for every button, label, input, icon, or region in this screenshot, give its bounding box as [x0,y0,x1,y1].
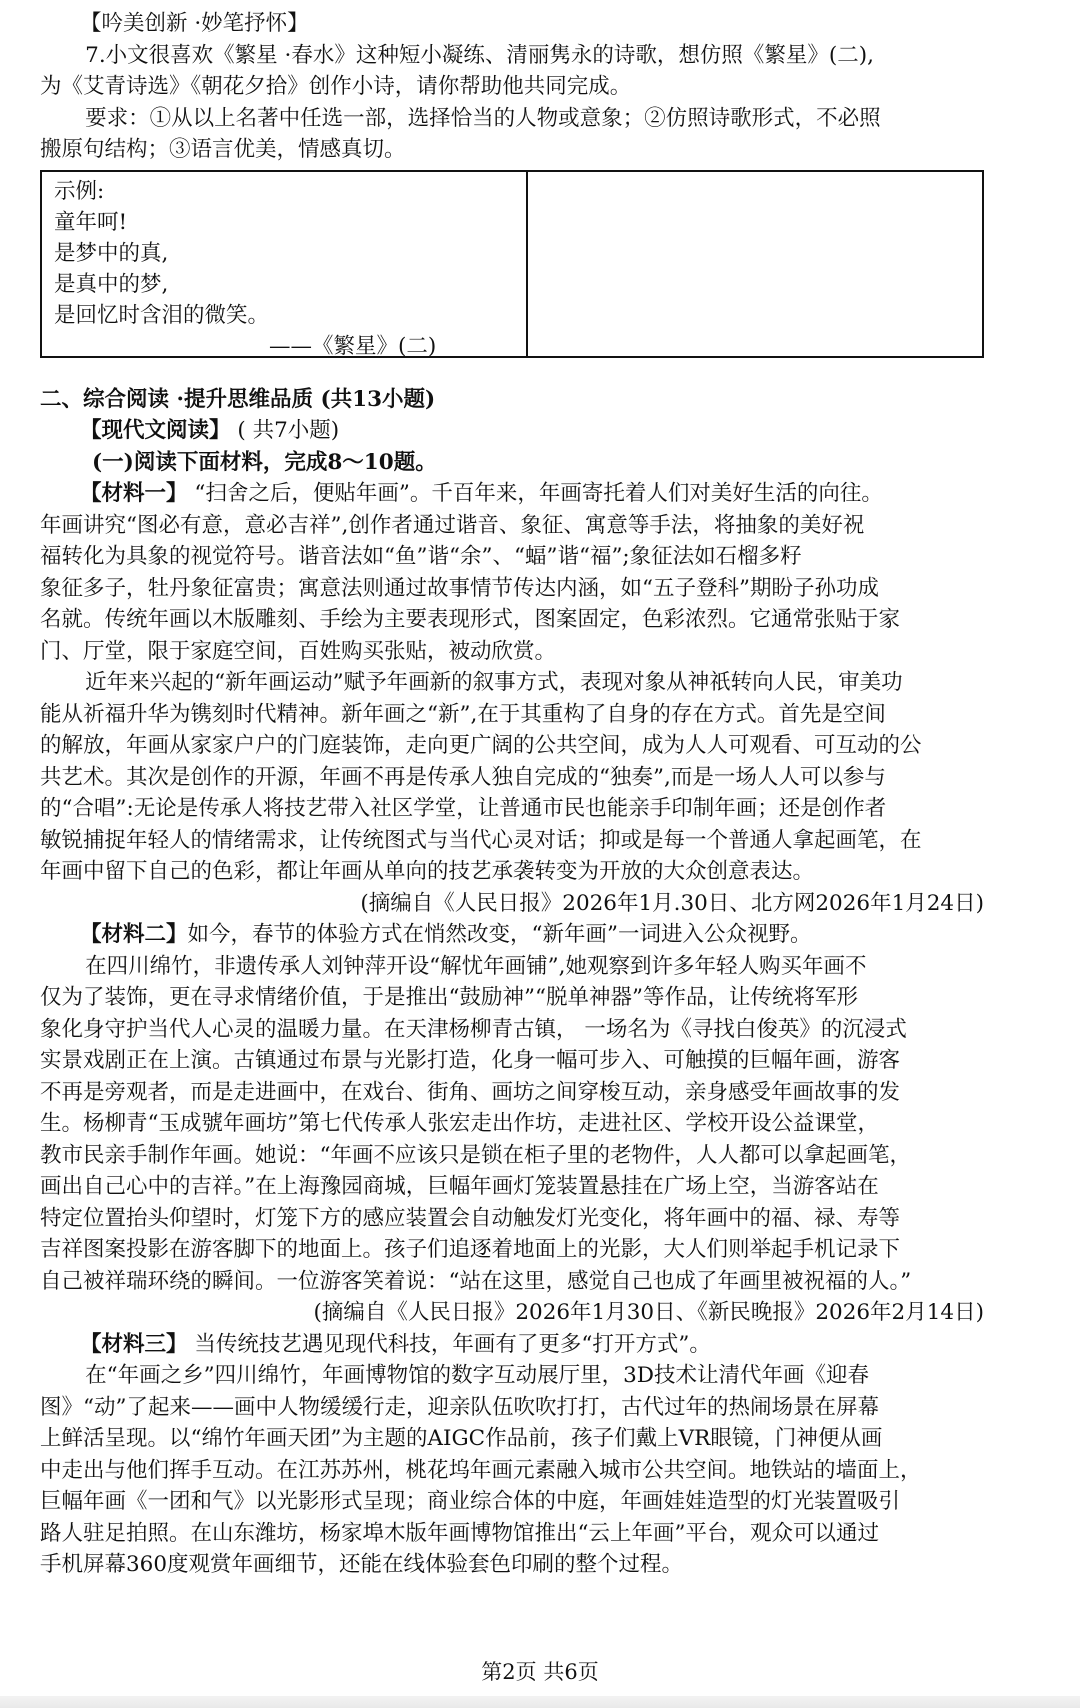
material2-text: 如今，春节的体验方式在悄然改变，“新年画”一词进入公众视野。 [187,922,812,947]
material3-line: 在“年画之乡”四川绵竹，年画博物馆的数字互动展厅里，3D技术让清代年画《迎春 [85,1363,870,1388]
material2-line: 画出自己心中的吉祥。”在上海豫园商城，巨幅年画灯笼装置悬挂在广场上空，当游客站在 [40,1174,879,1199]
material3-line: 手机屏幕360度观赏年画细节，还能在线体验套色印刷的整个过程。 [40,1552,684,1577]
material1-line: 的“合唱”:无论是传承人将技艺带入社区学堂，让普通市民也能亲手印制年画；还是创作者 [40,796,887,821]
material2-line: 吉祥图案投影在游客脚下的地面上。孩子们追逐着地面上的光影，大人们则举起手机记录下 [40,1237,901,1262]
material1-first-line [40,478,1004,510]
material3-line: 巨幅年画《一团和气》以光影形式呈现；商业综合体的中庭，年画娃娃造型的灯光装置吸引 [40,1489,901,1514]
material3-label: 【材料三】 [80,1331,188,1357]
material1-text: “扫舍之后，便贴年画”。千百年来，年画寄托着人们对美好生活的向往。 [194,481,883,506]
material2-line: 自己被祥瑞环绕的瞬间。一位游客笑着说：“站在这里，感觉自己也成了年画里被祝福的人。” [40,1268,912,1294]
material1-label: 【材料一】 [80,481,188,506]
material3-line: 中走出与他们挥手互动。在江苏苏州，桃花坞年画元素融入城市公共空间。地铁站的墙面上， [40,1457,922,1483]
material3-text: 当传统技艺遇见现代科技，年画有了更多“打开方式”。 [194,1331,711,1357]
answer-cell[interactable] [528,172,982,356]
material1-line: 近年来兴起的“新年画运动”赋予年画新的叙事方式，表现对象从神祇转向人民，审美功 [85,670,903,695]
material3-line: 上鲜活呈现。以“绵竹年画天团”为主题的AIGC作品前，孩子们戴上VR眼镜，门神便从画 [40,1426,883,1451]
material3-line: 图》“动”了起来——画中人物缓缓行走，迎亲队伍吹吹打打，古代过年的热闹场景在屏幕 [40,1394,879,1420]
material1-line: 福转化为具象的视觉符号。谐音法如“鱼”谐“余”、“蝠”谐“福”;象征法如石榴多籽 [40,544,802,569]
subsection-label: 【现代文阅读】 [80,418,231,443]
q7-requirement-line2: 搬原句结构；③语言优美，情感真切。 [40,137,406,162]
q7-requirement-line1: 要求：①从以上名著中任选一部，选择恰当的人物或意象；②仿照诗歌形式，不必照 [85,105,881,131]
material2-line: 特定位置抬头仰望时，灯笼下方的感应装置会自动触发灯光变化，将年画中的福、禄、寿等 [40,1205,901,1231]
subsection-count: ( 共7小题) [237,418,340,443]
example-poem-line: 童年呵! [54,209,128,235]
material2-line: 在四川绵竹，非遗传承人刘钟萍开设“解忧年画铺”,她观察到许多年轻人购买年画不 [85,953,867,979]
example-label: 示例: [54,178,105,204]
material2-line: 象化身守护当代人心灵的温暖力量。在天津杨柳青古镇， 一场名为《寻找白俊英》的沉浸式 [40,1016,907,1042]
material1-line: 年画讲究“图必有意，意必吉祥”,创作者通过谐音、象征、寓意等手法，将抽象的美好祝 [40,512,865,538]
material2-line: 生。杨柳青“玉成號年画坊”第七代传承人张宏走出作坊，走进社区、学校开设公益课堂， [40,1111,879,1136]
answer-table [40,170,984,358]
page-bottom-edge [0,1696,1080,1708]
material2-label: 【材料二】 [80,922,188,947]
material3-first-line [40,1329,1004,1361]
material1-source: (摘编自《人民日报》2026年1月.30日、北方网2026年1月24日) [360,890,984,916]
material1-line: 能从祈福升华为镌刻时代精神。新年画之“新”,在于其重构了自身的存在方式。首先是空间 [40,701,886,727]
section2-heading: 二、综合阅读 ·提升思维品质 (共13小题) [40,386,436,412]
material2-line: 实景戏剧正在上演。古镇通过布景与光影打造，化身一幅可步入、可触摸的巨幅年画，游客 [40,1048,901,1073]
q7-question-line1: 7.小文很喜欢《繁星 ·春水》这种短小凝练、清丽隽永的诗歌，想仿照《繁星》(二), [85,42,874,68]
example-poem-line: 是回忆时含泪的微笑。 [54,302,270,328]
reading-instruction: (一)阅读下面材料，完成8～10题。 [92,449,437,475]
material1-line: 象征多子，牡丹象征富贵；寓意法则通过故事情节传达内涵，如“五子登科”期盼子孙功成 [40,575,879,601]
material1-line: 敏锐捕捉年轻人的情绪需求，让传统图式与当代心灵对话；抑或是每一个普通人拿起画笔，在 [40,827,922,853]
material2-line: 仅为了装饰，更在寻求情绪价值，于是推出“鼓励神”“脱单神器”等作品，让传统将军形 [40,985,858,1010]
material3-line: 路人驻足拍照。在山东潍坊，杨家埠木版年画博物馆推出“云上年画”平台，观众可以通过 [40,1520,879,1546]
page-number: 第2页 共6页 [481,1660,599,1684]
material2-line: 不再是旁观者，而是走进画中，在戏台、街角、画坊之间穿梭互动，亲身感受年画故事的发 [40,1079,901,1105]
material1-line: 名就。传统年画以木版雕刻、手绘为主要表现形式，图案固定，色彩浓烈。它通常张贴于家 [40,607,901,632]
material1-line: 的解放，年画从家家户户的门庭装饰，走向更广阔的公共空间，成为人人可观看、可互动的公 [40,733,922,758]
material2-first-line [40,919,1004,951]
material2-line: 教市民亲手制作年画。她说：“年画不应该只是锁在柜子里的老物件，人人都可以拿起画笔， [40,1142,911,1168]
example-cell [42,172,528,359]
example-poem-line: 是梦中的真, [54,240,169,266]
material1-line: 年画中留下自己的色彩，都让年画从单向的技艺承袭转变为开放的大众创意表达。 [40,859,815,884]
q7-heading: 【吟美创新 ·妙笔抒怀】 [80,11,309,36]
q7-question-line2: 为《艾青诗选》《朝花夕拾》创作小诗，请你帮助他共同完成。 [40,74,632,99]
example-poem-line: 是真中的梦, [54,271,169,297]
material1-line: 共艺术。其次是创作的开源，年画不再是传承人独自完成的“独奏”,而是一场人人可以参与 [40,764,886,790]
material1-line: 门、厅堂，限于家庭空间，百姓购买张贴，被动欣赏。 [40,638,557,664]
example-credit: ——《繁星》(二) [269,333,437,359]
material2-source: (摘编自《人民日报》2026年1月30日、《新民晚报》2026年2月14日) [313,1300,984,1325]
subsection-heading [40,415,1004,447]
